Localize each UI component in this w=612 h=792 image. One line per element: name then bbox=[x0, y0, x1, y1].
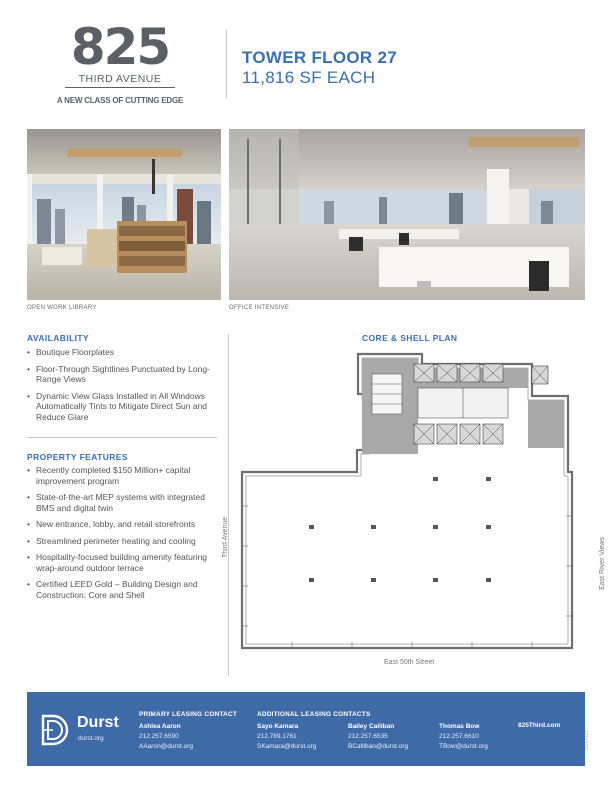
contact-footer bbox=[27, 692, 585, 766]
contact-card bbox=[257, 722, 316, 752]
library-caption: OPEN WORK LIBRARY bbox=[27, 305, 97, 311]
contact-name: Sayo Kamara bbox=[257, 723, 299, 730]
list-item: • Streamlined perimeter heating and cooling bbox=[27, 536, 219, 547]
street-label-east: East River Views bbox=[598, 537, 606, 590]
document-code: 2024-FL27 bbox=[584, 730, 589, 750]
features-heading: PROPERTY FEATURES bbox=[27, 452, 128, 462]
library-photo bbox=[27, 129, 221, 300]
brand-street: THIRD AVENUE bbox=[78, 73, 162, 85]
floor-plan bbox=[232, 346, 577, 661]
contact-email[interactable]: SKamara@durst.org bbox=[257, 743, 317, 750]
brand-tagline: A NEW CLASS OF CUTTING EDGE bbox=[56, 96, 184, 105]
availability-heading: AVAILABILITY bbox=[27, 333, 90, 343]
contact-name: Thomas Bow bbox=[439, 723, 480, 730]
column-divider bbox=[228, 334, 229, 676]
contact-card bbox=[439, 722, 488, 752]
list-item: • Certified LEED Gold – Building Design and Construction: Core and Shell bbox=[27, 579, 219, 600]
contact-card bbox=[348, 722, 408, 752]
contact-phone[interactable]: 212.257.6535 bbox=[348, 733, 388, 740]
additional-contacts-heading: ADDITIONAL LEASING CONTACTS bbox=[257, 711, 371, 718]
list-item: • Boutique Floorplates bbox=[27, 347, 219, 358]
contact-phone[interactable]: 212.257.6590 bbox=[139, 733, 179, 740]
website-link[interactable]: 825Third.com bbox=[518, 722, 561, 729]
street-label-west: Third Avenue bbox=[222, 516, 229, 558]
section-rule bbox=[27, 437, 217, 438]
durst-logo-icon bbox=[41, 714, 69, 746]
plan-heading: CORE & SHELL PLAN bbox=[362, 333, 458, 343]
office-caption: OFFICE INTENSIVE bbox=[229, 305, 290, 311]
primary-contact-heading: PRIMARY LEASING CONTACT bbox=[139, 711, 238, 718]
page-title: TOWER FLOOR 27 bbox=[242, 48, 398, 67]
brand-number: 825 bbox=[70, 18, 170, 76]
contact-name: Ashlea Aaron bbox=[139, 723, 181, 730]
floor-size: 11,816 SF EACH bbox=[242, 68, 376, 87]
office-photo bbox=[229, 129, 585, 300]
company-name: Durst bbox=[77, 714, 119, 731]
contact-email[interactable]: AAaron@durst.org bbox=[139, 743, 193, 750]
list-item: • Hospitality-focused building amenity featuring wrap-around outdoor terrace bbox=[27, 552, 219, 573]
availability-list bbox=[27, 347, 219, 428]
header-divider bbox=[226, 30, 227, 98]
contact-email[interactable]: BCalliban@durst.org bbox=[348, 743, 409, 750]
list-item: • Floor-Through Sightlines Punctuated by Long-Range Views bbox=[27, 364, 219, 385]
brand-rule bbox=[65, 87, 175, 88]
contact-phone[interactable]: 212.789.1761 bbox=[257, 733, 297, 740]
list-item: • New entrance, lobby, and retail storefronts bbox=[27, 519, 219, 530]
contact-card bbox=[139, 722, 193, 752]
features-list bbox=[27, 465, 219, 606]
list-item: • State-of-the-art MEP systems with integrated BMS and digital twin bbox=[27, 492, 219, 513]
list-item: • Recently completed $150 Million+ capital improvement program bbox=[27, 465, 219, 486]
brand-logo bbox=[30, 18, 210, 105]
contact-phone[interactable]: 212.257.6610 bbox=[439, 733, 479, 740]
list-item: • Dynamic View Glass Installed in All Windows Automatically Tints to Mitigate Direct Sun and Reduce Glare bbox=[27, 391, 219, 423]
contact-name: Bailey Calliban bbox=[348, 723, 395, 730]
street-label-south: East 50th Street bbox=[384, 659, 435, 666]
company-site[interactable]: durst.org bbox=[78, 735, 104, 742]
contact-email[interactable]: TBow@durst.org bbox=[439, 743, 488, 750]
